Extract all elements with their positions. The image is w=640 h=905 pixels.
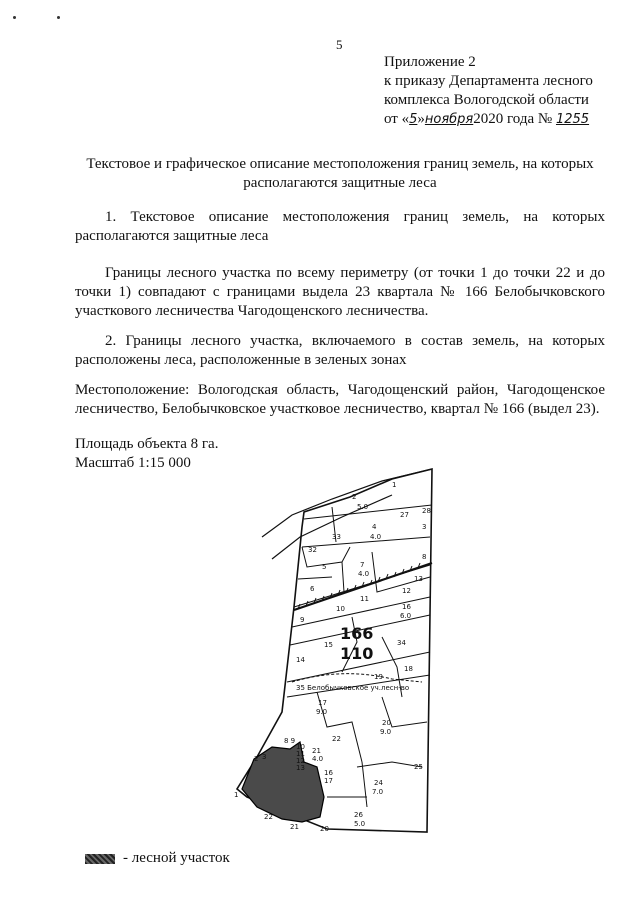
- svg-text:24: 24: [374, 779, 383, 787]
- area-text: Площадь объекта 8 га.: [75, 436, 219, 452]
- svg-text:22: 22: [332, 735, 341, 743]
- date-year: 2020 года №: [473, 111, 553, 127]
- svg-text:12: 12: [296, 757, 305, 765]
- svg-text:25: 25: [414, 763, 423, 771]
- svg-text:26: 26: [354, 811, 363, 819]
- svg-text:18: 18: [404, 665, 413, 673]
- svg-text:3: 3: [422, 523, 427, 531]
- svg-text:19: 19: [374, 673, 383, 681]
- trail-dashed: [292, 674, 422, 682]
- svg-text:21: 21: [290, 823, 299, 831]
- order-number: 1255: [555, 112, 590, 127]
- svg-text:15: 15: [324, 641, 333, 649]
- date-month: ноября: [424, 112, 474, 127]
- svg-text:8 9: 8 9: [284, 737, 296, 745]
- date-prefix: от «: [384, 111, 410, 127]
- svg-text:27: 27: [400, 511, 409, 519]
- svg-text:14: 14: [296, 656, 305, 664]
- river-line: [262, 469, 432, 537]
- svg-text:34: 34: [397, 639, 406, 647]
- section1-body: Границы лесного участка по всему периметру (от точки 1 до точки 22 и до точки 1) совпадают с границами выдела 23 квартала № 166 Белобычковского участкового лесничества Чагодощенского лесничества.: [75, 265, 605, 319]
- appendix-line3: комплекса Вологодской области: [384, 92, 589, 108]
- forest-plot-map: [232, 467, 442, 837]
- svg-text:4.0: 4.0: [358, 570, 370, 578]
- appendix-date-line: [384, 110, 614, 129]
- svg-text:20: 20: [320, 825, 329, 833]
- scan-artifact: [57, 16, 60, 19]
- svg-text:5: 5: [322, 563, 327, 571]
- svg-text:13: 13: [414, 575, 423, 583]
- appendix-header: [384, 53, 614, 129]
- svg-text:4.0: 4.0: [370, 533, 382, 541]
- svg-text:9.0: 9.0: [316, 708, 328, 716]
- document-title: Текстовое и графическое описание местоположения границ земель, на которых располагаются защитные леса: [86, 156, 594, 191]
- svg-text:9.0: 9.0: [380, 728, 392, 736]
- forestry-label: 35 Белобычковское уч.лесн-во: [296, 684, 410, 692]
- svg-text:11: 11: [296, 750, 305, 758]
- svg-text:10: 10: [336, 605, 345, 613]
- svg-text:33: 33: [332, 533, 341, 541]
- scan-artifact: [13, 16, 16, 19]
- date-day: 5: [409, 112, 418, 127]
- svg-text:7: 7: [360, 561, 365, 569]
- svg-text:13: 13: [296, 764, 305, 772]
- date-mid: »: [417, 111, 425, 127]
- svg-text:11: 11: [360, 595, 369, 603]
- svg-text:4.0: 4.0: [312, 755, 324, 763]
- svg-text:10: 10: [296, 743, 305, 751]
- svg-text:17: 17: [318, 699, 327, 707]
- svg-text:32: 32: [308, 546, 317, 554]
- svg-text:7.0: 7.0: [372, 788, 384, 796]
- svg-text:6: 6: [310, 585, 315, 593]
- svg-text:5.0: 5.0: [357, 503, 369, 511]
- svg-text:2: 2: [254, 755, 259, 763]
- svg-text:1: 1: [234, 791, 239, 799]
- compartment-lines: [294, 505, 432, 607]
- section2-heading: 2. Границы лесного участка, включаемого в состав земель, на которых расположены леса, расположенные в зеленых зонах: [75, 333, 605, 368]
- svg-text:5.0: 5.0: [354, 820, 366, 828]
- appendix-line2: к приказу Департамента лесного: [384, 73, 593, 89]
- svg-text:2: 2: [352, 493, 357, 501]
- scale-text: Масштаб 1:15 000: [75, 455, 191, 471]
- svg-text:8: 8: [422, 553, 427, 561]
- legend-swatch: [85, 854, 115, 864]
- location-text: Местоположение: Вологодская область, Чагодощенский район, Чагодощенское лесничество, Белобычковское участковое лесничество, квартал № 166 (выдел 23).: [75, 382, 605, 417]
- svg-text:6.0: 6.0: [400, 612, 412, 620]
- svg-text:4: 4: [372, 523, 377, 531]
- svg-text:9: 9: [300, 616, 305, 624]
- appendix-line1: Приложение 2: [384, 54, 476, 70]
- svg-text:22: 22: [264, 813, 273, 821]
- svg-text:1: 1: [392, 481, 397, 489]
- page-number: 5: [336, 37, 343, 52]
- svg-text:20: 20: [382, 719, 391, 727]
- svg-text:12: 12: [402, 587, 411, 595]
- map-legend: [85, 849, 230, 868]
- section1-heading: 1. Текстовое описание местоположения границ земель, на которых располагаются защитные леса: [75, 209, 605, 244]
- svg-text:16: 16: [402, 603, 411, 611]
- svg-text:21: 21: [312, 747, 321, 755]
- legend-label: - лесной участок: [123, 850, 230, 866]
- svg-text:28: 28: [422, 507, 431, 515]
- svg-text:16: 16: [324, 769, 333, 777]
- quarter-area: 110: [340, 644, 374, 663]
- svg-text:3: 3: [262, 753, 267, 761]
- svg-text:17: 17: [324, 777, 333, 785]
- quarter-number: 166: [340, 624, 374, 643]
